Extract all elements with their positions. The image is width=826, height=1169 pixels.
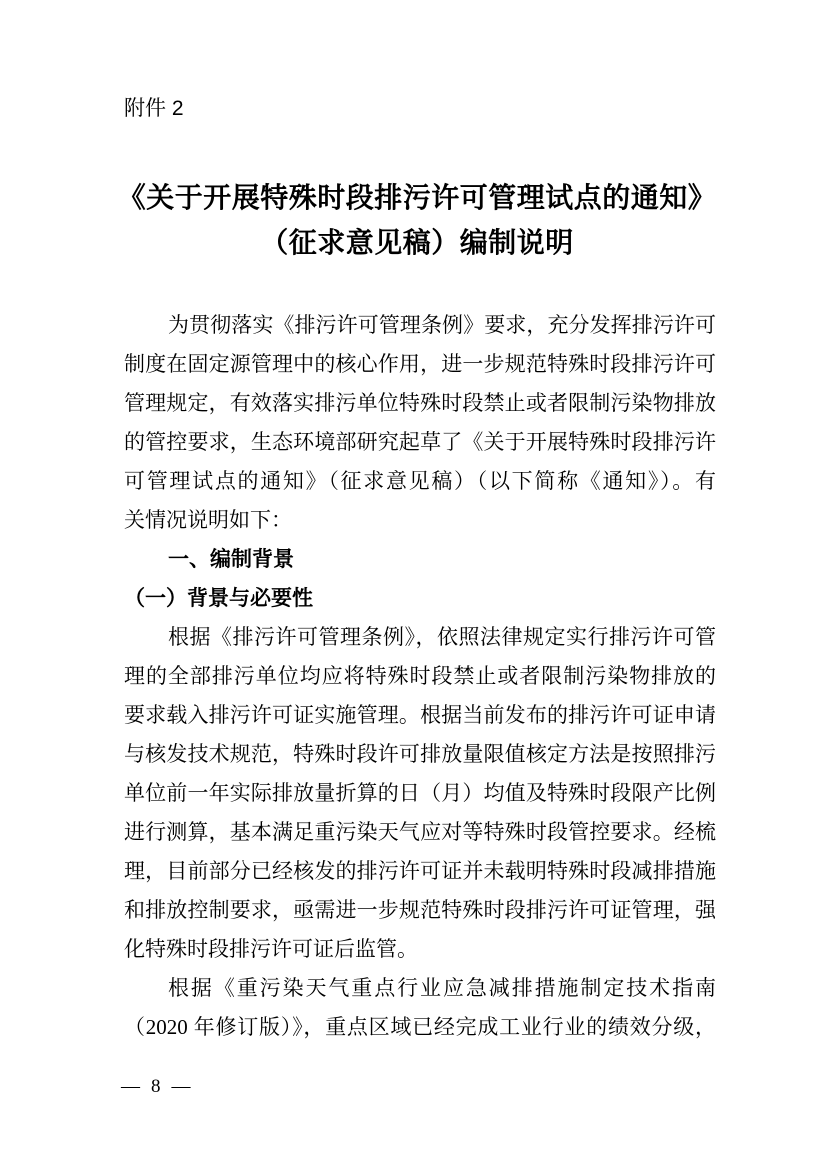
document-body [124, 306, 716, 1047]
subsection-heading: （一）背景与必要性 [124, 586, 313, 610]
paragraph-line: 为贯彻落实《排污许可管理条例》要求，充分发挥排污许可 [168, 313, 716, 337]
page-footer [121, 1074, 191, 1100]
section-heading: 一、编制背景 [168, 548, 294, 571]
paragraph-line: 要求载入排污许可证实施管理。根据当前发布的排污许可证申请 [124, 703, 716, 727]
paragraph-line: 理的全部排污单位均应将特殊时段禁止或者限制污染物排放的 [124, 664, 716, 688]
paragraph-line: 化特殊时段排污许可证后监管。 [124, 937, 418, 961]
paragraph-line: 进行测算，基本满足重污染天气应对等特殊时段管控要求。经梳 [124, 820, 716, 844]
paragraph-line: 和排放控制要求，亟需进一步规范特殊时段排污许可证管理，强 [124, 898, 716, 922]
paragraph-line: （2020 年修订版）》，重点区域已经完成工业行业的绩效分级， [124, 1015, 716, 1039]
paragraph-line: 理，目前部分已经核发的排污许可证并未载明特殊时段减排措施 [124, 859, 716, 883]
title-line-2: （征求意见稿）编制说明 [260, 228, 574, 259]
paragraph-line: 根据《排污许可管理条例》，依照法律规定实行排污许可管 [168, 625, 716, 649]
attachment-label: 附件 2 [124, 97, 184, 120]
page-number: 8 [151, 1076, 161, 1097]
paragraph-line: 根据《重污染天气重点行业应急减排措施制定技术指南 [168, 976, 716, 1000]
footer-dash-left: — [121, 1076, 140, 1097]
paragraph-line: 可管理试点的通知》（征求意见稿）（以下简称《通知》）。有 [124, 469, 716, 493]
paragraph-line: 与核发技术规范，特殊时段许可排放量限值核定方法是按照排污 [124, 742, 716, 766]
footer-dash-right: — [171, 1076, 191, 1097]
paragraph-line: 关情况说明如下： [124, 508, 292, 532]
paragraph-line: 制度在固定源管理中的核心作用，进一步规范特殊时段排污许可 [124, 352, 716, 376]
title-line-1: 《关于开展特殊时段排污许可管理试点的通知》 [117, 183, 717, 214]
paragraph-line: 单位前一年实际排放量折算的日（月）均值及特殊时段限产比例 [124, 781, 716, 805]
document-title [117, 176, 717, 266]
paragraph-line: 的管控要求，生态环境部研究起草了《关于开展特殊时段排污许 [124, 430, 716, 454]
paragraph-line: 管理规定，有效落实排污单位特殊时段禁止或者限制污染物排放 [124, 391, 716, 415]
